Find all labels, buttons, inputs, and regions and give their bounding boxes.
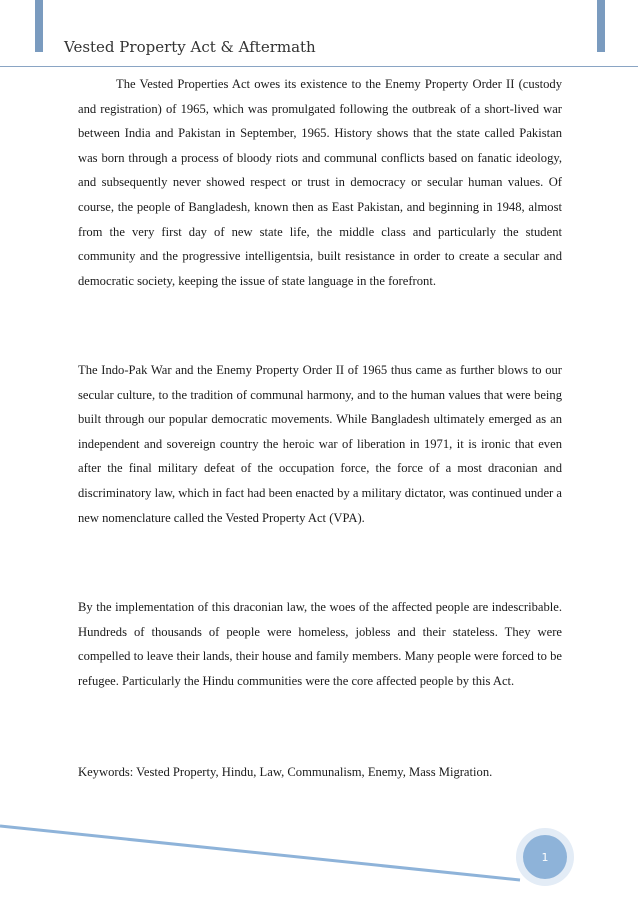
right-margin-bar	[597, 0, 605, 52]
keywords-line: Keywords: Vested Property, Hindu, Law, Communalism, Enemy, Mass Migration.	[78, 765, 493, 779]
paragraph-1: The Vested Properties Act owes its existence to the Enemy Property Order II (custody and registration) of 1965, which was promulgated following the outbreak of a short-lived war between India and Pakistan in September, 1965. History shows that the state called Pakistan was born through a process of bloody riots and communal conflicts based on fanatic ideology, and subsequently never showed respect or trust in democracy or secular human values. Of course, the people of Bangladesh, known then as East Pakistan, and beginning in 1948, almost from the very first day of new state life, the middle class and particularly the student community and the progressive intelligentsia, built resistance in order to create a secular and democratic society, keeping the issue of state language in the forefront.	[78, 77, 562, 288]
left-margin-bar	[35, 0, 43, 52]
header-divider	[0, 66, 638, 67]
page-header-title: Vested Property Act & Aftermath	[64, 38, 316, 56]
page-number: 1	[523, 835, 567, 879]
paragraph-2: The Indo-Pak War and the Enemy Property Order II of 1965 thus came as further blows to our secular culture, to the tradition of communal harmony, and to the human values that were being built through our popular democratic movements. While Bangladesh ultimately emerged as an independent and sovereign country the heroic war of liberation in 1971, it is ironic that even after the final military defeat of the occupation force, the force of a most draconian and discriminatory law, which in fact had been enacted by a military dictator, was continued under a new nomenclature called the Vested Property Act (VPA).	[78, 363, 562, 525]
page-number-badge	[516, 828, 574, 886]
paragraph-3: By the implementation of this draconian law, the woes of the affected people are indescribable. Hundreds of thousands of people were homeless, jobless and their stateless. They were compelled to leave their lands, their house and family members. Many people were forced to be refugee. Particularly the Hindu communities were the core affected people by this Act.	[78, 600, 562, 688]
